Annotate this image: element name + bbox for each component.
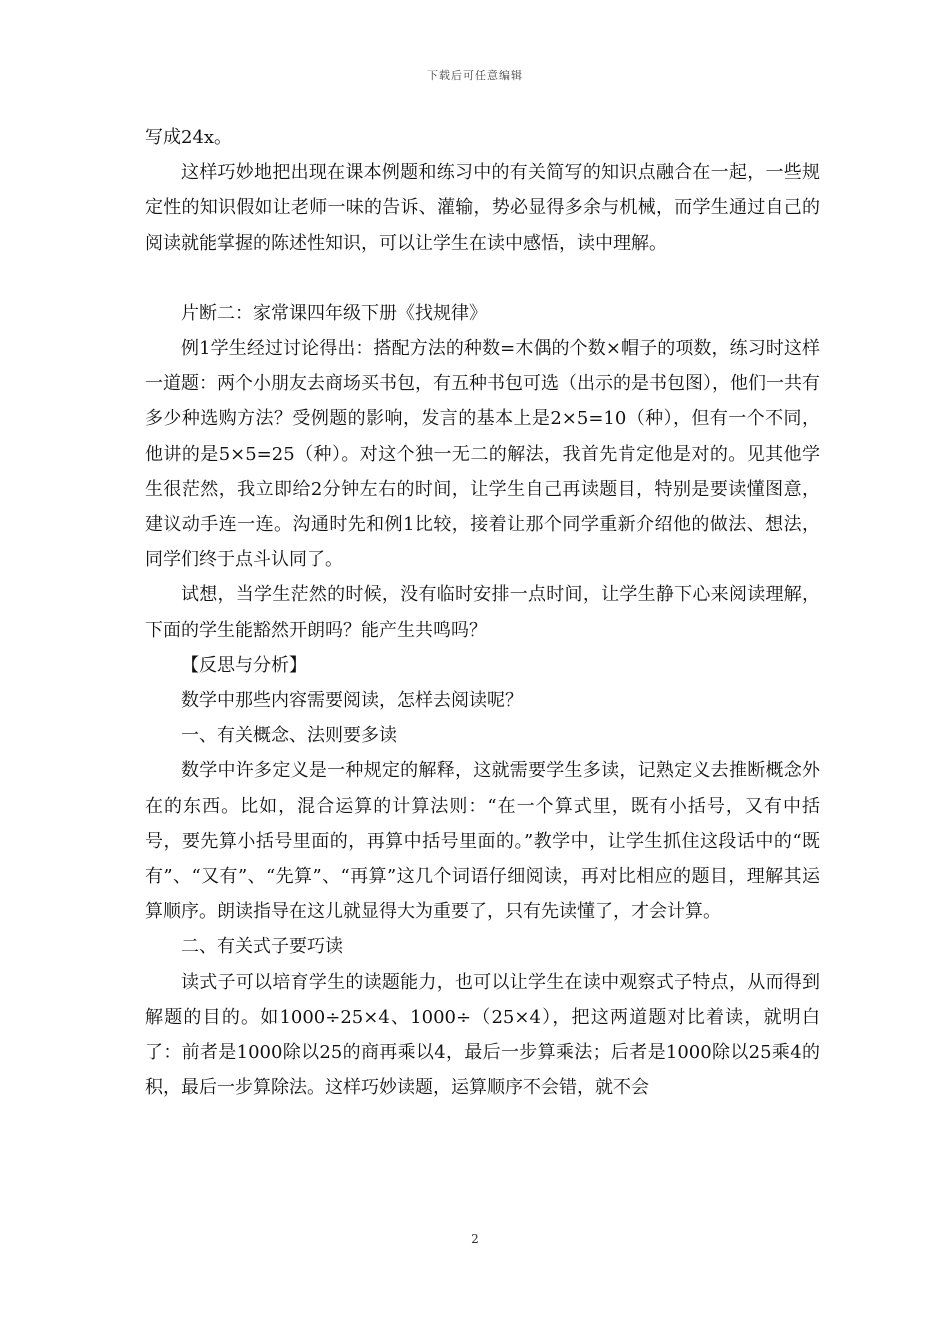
- paragraph-continuation: 写成24x。: [145, 127, 233, 148]
- subheading-concepts: 一、有关概念、法则要多读: [181, 725, 397, 747]
- document-body: [145, 120, 820, 1105]
- paragraph-example-one: 例1学生经过讨论得出：搭配方法的种数=木偶的个数×帽子的项数，练习时这样一道题：两个小朋友去商场买书包，有五种书包可选（出示的是书包图），他们一共有多少种选购方法？受例题的影响，发言的基本上是2×5=10（种），但有一个不同，他讲的是5×5=25（种）。对这个独一无二的解法，我首先肯定他是对的。见其他学生很茫然，我立即给2分钟左右的时间，让学生自己再读题目，特别是要读懂图意，建议动手连一连。沟通时先和例1比较，接着让那个同学重新介绍他的做法、想法，同学们终于点斗认同了。: [145, 338, 820, 571]
- paragraph-intro-question: 数学中那些内容需要阅读，怎样去阅读呢？: [181, 690, 523, 712]
- section-heading-fragment-two: 片断二：家常课四年级下册《找规律》: [181, 302, 487, 324]
- paragraph-formulas: 读式子可以培育学生的读题能力，也可以让学生在读中观察式子特点，从而得到解题的目的。如1000÷25×4、1000÷（25×4），把这两道题对比着读，就明白了：前者是1000除以25的商再乘以4，最后一步算乘法；后者是1000除以25乘4的积，最后一步算除法。这样巧妙读题，运算顺序不会错，就不会: [145, 971, 820, 1099]
- paragraph-concepts: 数学中许多定义是一种规定的解释，这就需要学生多读，记熟定义去推断概念外在的东西。比如，混合运算的计算法则：“在一个算式里，既有小括号，又有中括号，要先算小括号里面的，再算中括号里面的。”教学中，让学生抓住这段话中的“既有”、“又有”、“先算”、“再算”这几个词语仔细阅读，再对比相应的题目，理解其运算顺序。朗读指导在这儿就显得大为重要了，只有先读懂了，才会计算。: [145, 760, 820, 923]
- paragraph-gap: [145, 261, 820, 296]
- paragraph-summary: 这样巧妙地把出现在课本例题和练习中的有关简写的知识点融合在一起，一些规定性的知识假如让老师一味的告诉、灌输，势必显得多余与机械，而学生通过自己的阅读就能掌握的陈述性知识，可以让学生在读中感悟，读中理解。: [145, 162, 820, 254]
- page-header: 下载后可任意编辑: [427, 69, 523, 82]
- paragraph-reflection-question: 试想，当学生茫然的时候，没有临时安排一点时间，让学生静下心来阅读理解，下面的学生能豁然开朗吗？能产生共鸣吗？: [145, 584, 820, 641]
- subheading-formulas: 二、有关式子要巧读: [181, 936, 343, 958]
- section-heading-reflection: 【反思与分析】: [181, 654, 307, 676]
- page-number: 2: [471, 1232, 479, 1246]
